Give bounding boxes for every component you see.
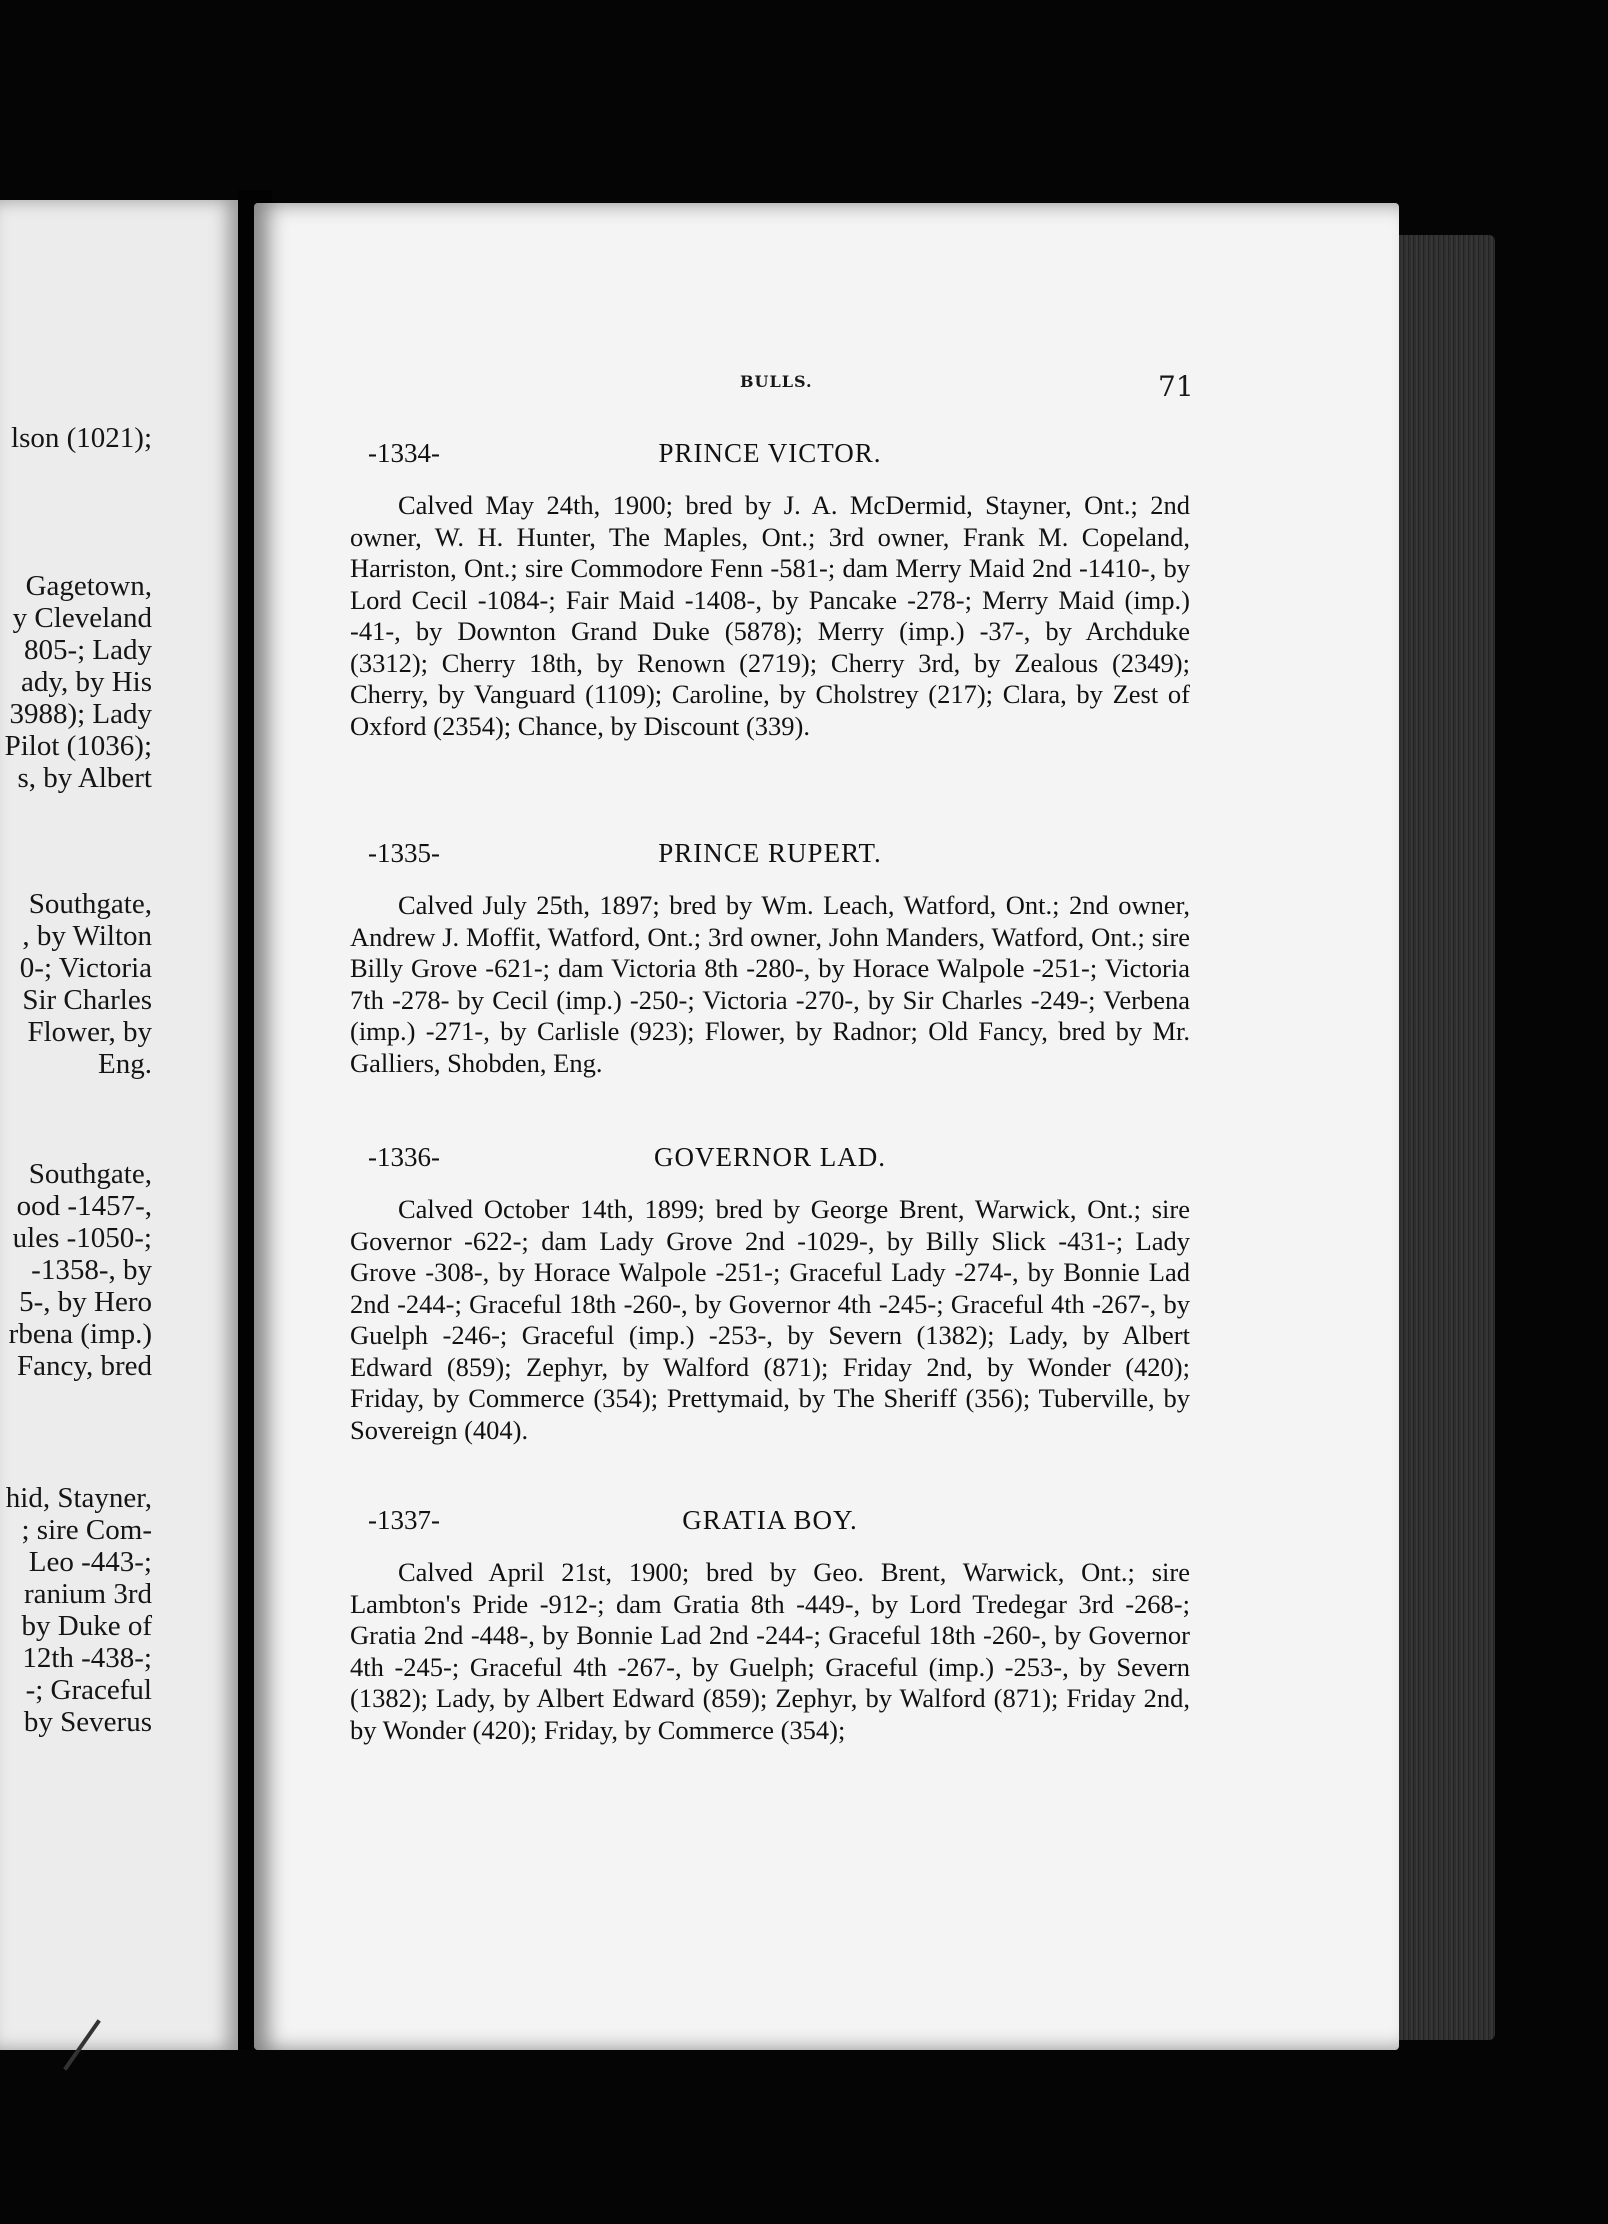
left-page-text xyxy=(0,200,238,2050)
entry-text: Calved May 24th, 1900; bred by J. A. McDermid, Stayner, Ont.; 2nd owner, W. H. Hunter, The Maples, Ont.; 3rd owner, Frank M. Copeland, Harriston, Ont.; sire Commodore Fenn -581-; dam Merry Maid 2nd -1410-, by Lord Cecil -1084-; Fair Maid -1408-, by Pancake -278-; Merry Maid (imp.) -41-, by Downton Grand Duke (5878); Merry (imp.) -37-, by Archduke (3312); Cherry 18th, by Renown (2719); Cherry 3rd, by Zealous (2349); Cherry, by Vanguard (1109); Caroline, by Cholstrey (217); Clara, by Zest of Oxford (2354); Chance, by Discount (339). xyxy=(350,490,1190,741)
entry-1337 xyxy=(350,1505,1190,1746)
left-line: 805-; Lady xyxy=(23,634,152,666)
entry-name: GRATIA BOY. xyxy=(682,1505,858,1535)
left-line: 12th -438-; xyxy=(22,1642,152,1674)
entry-name: GOVERNOR LAD. xyxy=(654,1142,886,1172)
left-line: Sir Charles xyxy=(22,984,152,1016)
left-line: by Duke of xyxy=(21,1610,152,1642)
entry-text: Calved October 14th, 1899; bred by George Brent, Warwick, Ont.; sire Governor -622-; dam Lady Grove 2nd -1029-, by Billy Slick -431-; Lady Grove -308-, by Horace Walpole -251-; Graceful Lady -274-, by Bonnie Lad 2nd -244-; Graceful 18th -260-, by Governor 4th -245-; Graceful 4th -267-, by Guelph -246-; Graceful (imp.) -253-, by Severn (1382); Lady, by Albert Edward (859); Zephyr, by Walford (871); Friday 2nd, by Wonder (420); Friday, by Commerce (354); Prettymaid, by The Sheriff (356); Tuberville, by Sovereign (404). xyxy=(350,1194,1190,1445)
left-line: rbena (imp.) xyxy=(8,1318,152,1350)
entry-number: -1337- xyxy=(368,1505,440,1535)
entry-name: PRINCE VICTOR. xyxy=(658,438,882,468)
left-page xyxy=(0,200,238,2050)
left-line: ood -1457-, xyxy=(16,1190,152,1222)
entry-number: -1334- xyxy=(368,438,440,468)
left-line: by Severus xyxy=(23,1706,152,1738)
left-line: ady, by His xyxy=(20,666,152,698)
entry-1335 xyxy=(350,838,1190,1079)
page-number: 71 xyxy=(1158,370,1194,403)
left-line: ; sire Com- xyxy=(21,1514,152,1546)
entry-number: -1336- xyxy=(368,1142,440,1172)
entry-1334 xyxy=(350,438,1190,742)
left-line: 0-; Victoria xyxy=(19,952,152,984)
left-line: hid, Stayner, xyxy=(5,1482,152,1514)
entry-number: -1335- xyxy=(368,838,440,868)
left-line: Gagetown, xyxy=(25,570,152,602)
left-line: Eng. xyxy=(98,1048,152,1080)
left-line: 3988); Lady xyxy=(9,698,152,730)
entry-1336 xyxy=(350,1142,1190,1446)
left-line: -; Graceful xyxy=(25,1674,152,1706)
left-line: -1358-, by xyxy=(31,1254,152,1286)
entry-name: PRINCE RUPERT. xyxy=(658,838,882,868)
entry-text: Calved April 21st, 1900; bred by Geo. Brent, Warwick, Ont.; sire Lambton's Pride -912-; dam Gratia 8th -449-, by Lord Tredegar 3rd -268-; Gratia 2nd -448-, by Bonnie Lad 2nd -244-; Graceful 18th -260-, by Governor 4th -245-; Graceful 4th -267-, by Guelph; Graceful (imp.) -253-, by Severn (1382); Lady, by Albert Edward (859); Zephyr, by Walford (871); Friday 2nd, by Wonder (420); Friday, by Commerce (354); xyxy=(350,1557,1190,1745)
left-line: ranium 3rd xyxy=(23,1578,152,1610)
left-line: Southgate, xyxy=(28,888,152,920)
running-head: BULLS. xyxy=(740,372,813,391)
left-line: lson (1021); xyxy=(11,422,152,454)
entry-text: Calved July 25th, 1897; bred by Wm. Leach, Watford, Ont.; 2nd owner, Andrew J. Moffit, Watford, Ont.; 3rd owner, John Manders, Watford, Ont.; sire Billy Grove -621-; dam Victoria 8th -280-, by Horace Walpole -251-; Victoria 7th -278- by Cecil (imp.) -250-; Victoria -270-, by Sir Charles -249-; Verbena (imp.) -271-, by Carlisle (923); Flower, by Radnor; Old Fancy, bred by Mr. Galliers, Shobden, Eng. xyxy=(350,890,1190,1078)
page-edges xyxy=(1385,235,1495,2040)
left-line: Flower, by xyxy=(27,1016,152,1048)
left-line: s, by Albert xyxy=(17,762,152,794)
left-line: Southgate, xyxy=(28,1158,152,1190)
left-line: , by Wilton xyxy=(22,920,152,952)
left-line: Leo -443-; xyxy=(28,1546,152,1578)
left-line: ules -1050-; xyxy=(12,1222,152,1254)
left-line: 5-, by Hero xyxy=(19,1286,152,1318)
left-line: y Cleveland xyxy=(12,602,152,634)
left-line: Fancy, bred xyxy=(16,1350,152,1382)
left-line: Pilot (1036); xyxy=(4,730,152,762)
